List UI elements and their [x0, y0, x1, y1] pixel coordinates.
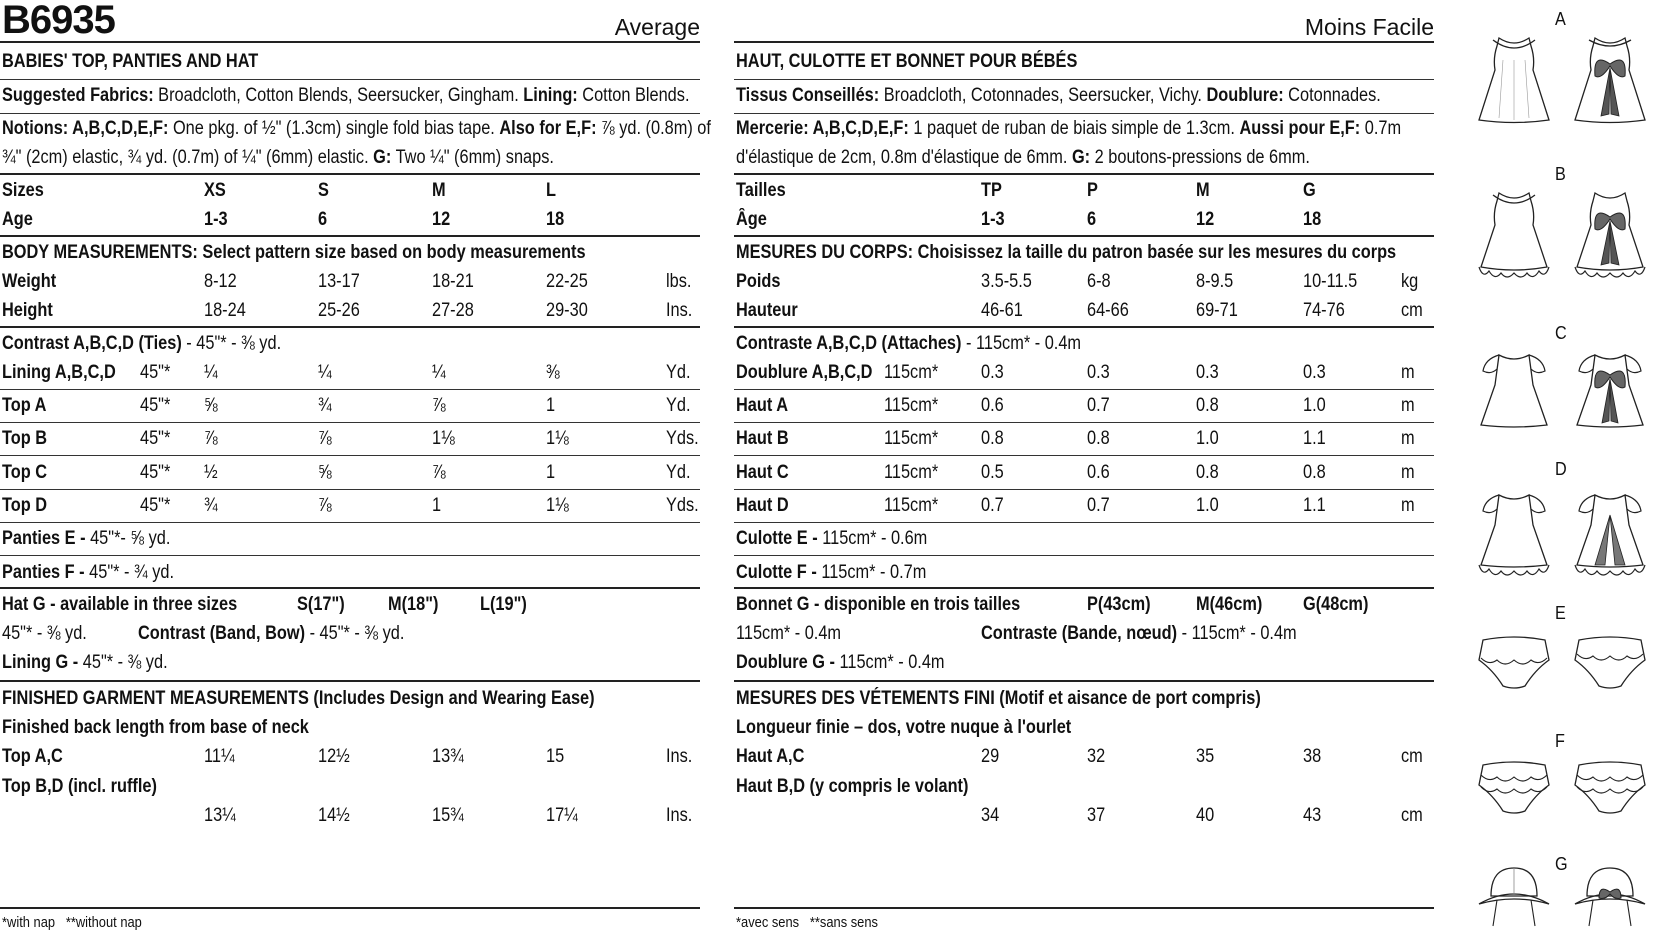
top-bd-cell: 17¼ — [546, 805, 578, 826]
hat-size-2: M(46cm) — [1196, 594, 1263, 615]
panties-f-value: 45"* - ¾ yd. — [89, 562, 174, 583]
difficulty-label-fr: Moins Facile — [1304, 14, 1434, 40]
yardage-label: Top A — [2, 395, 47, 416]
yardage-cell: 1⅛ — [546, 428, 569, 449]
fabrics-text: Broadcloth, Cotton Blends, Seersucker, Gingham. — [158, 85, 519, 106]
divider — [0, 587, 700, 589]
yardage-width: 115cm* — [884, 428, 939, 449]
height-col-4: 29-30 — [546, 300, 588, 321]
view-label-f: F — [1555, 731, 1565, 751]
also-label: Also for E,F: — [499, 118, 597, 139]
contrast-row-fr — [736, 332, 1081, 356]
panties-f-label: Panties F - — [2, 562, 85, 583]
view-d-front-drawing — [1469, 485, 1559, 580]
yardage-cell: ⅞ — [204, 428, 218, 449]
divider — [0, 41, 700, 43]
hat-contrast-row — [138, 622, 404, 646]
view-f-back-drawing — [1565, 755, 1655, 820]
yardage-width: 115cm* — [884, 495, 939, 516]
yardage-unit: Yd. — [666, 395, 691, 416]
finished-heading-bold-fr: MESURES DES VÉTEMENTS FINI — [736, 688, 995, 709]
weight-col-4: 10-11.5 — [1303, 271, 1358, 292]
size-col-4: L — [546, 180, 556, 201]
height-col-2: 25-26 — [318, 300, 360, 321]
also-text: ⅞ yd. (0.8m) of — [601, 118, 711, 139]
fabrics-line-fr — [736, 84, 1381, 108]
yardage-width: 115cm* — [884, 362, 939, 383]
weight-col-2: 6-8 — [1087, 271, 1111, 292]
yardage-cell: 1.1 — [1303, 428, 1326, 449]
yardage-cell: 1 — [432, 495, 442, 516]
view-c-front-drawing — [1469, 345, 1559, 430]
size-col-3: M — [432, 180, 446, 201]
hat-lining-value: 45"* - ⅜ yd. — [82, 652, 168, 673]
hat-lining-label-fr: Doublure G - — [736, 652, 835, 673]
divider — [734, 422, 1434, 423]
height-col-1: 46-61 — [981, 300, 1023, 321]
back-length-label: Finished back length from base of neck — [2, 717, 309, 738]
divider — [0, 389, 700, 390]
yardage-cell: 0.6 — [981, 395, 1004, 416]
top-ac-cell: 13¾ — [432, 746, 464, 767]
lining-label: Lining: — [523, 85, 578, 106]
yardage-cell: 0.8 — [1196, 395, 1219, 416]
divider — [734, 235, 1434, 237]
hat-contrast-label-fr: Contraste (Bande, nœud) — [981, 623, 1178, 644]
contrast-row — [2, 332, 281, 356]
notions-label-fr: Mercerie: A,B,C,D,E,F: — [736, 118, 909, 139]
g-label: G: — [373, 147, 392, 168]
footnote: *with nap **without nap — [2, 914, 142, 931]
top-bd-cell: 15¾ — [432, 805, 464, 826]
age-label-fr: Âge — [736, 209, 767, 230]
view-g-front-drawing — [1469, 860, 1559, 932]
sizes-label: Sizes — [2, 180, 44, 201]
height-col-3: 69-71 — [1196, 300, 1238, 321]
g-label-fr: G: — [1071, 147, 1091, 168]
size-col-1: TP — [981, 180, 1002, 201]
notions-label: Notions: A,B,C,D,E,F: — [2, 118, 169, 139]
divider — [734, 587, 1434, 589]
top-ac-cell: 15 — [546, 746, 565, 767]
yardage-unit: m — [1401, 495, 1415, 516]
weight-col-3: 18-21 — [432, 271, 474, 292]
top-bd-cell: 34 — [981, 805, 1000, 826]
age-col-4: 18 — [546, 209, 565, 230]
yardage-label: Doublure A,B,C,D — [736, 362, 873, 383]
height-label: Height — [2, 300, 53, 321]
top-ac-label-fr: Haut A,C — [736, 746, 805, 767]
divider — [0, 489, 700, 490]
top-bd-cell: 37 — [1087, 805, 1106, 826]
age-col-3: 12 — [432, 209, 451, 230]
divider — [734, 173, 1434, 175]
weight-col-1: 3.5-5.5 — [981, 271, 1032, 292]
hat-lining-value-fr: 115cm* - 0.4m — [839, 652, 945, 673]
body-measurements-heading: BODY MEASUREMENTS: Select pattern size based on body measurements — [2, 242, 586, 263]
finished-heading-bold: FINISHED GARMENT MEASUREMENTS — [2, 688, 309, 709]
divider — [734, 113, 1434, 114]
body-measurements-heading-fr: MESURES DU CORPS: Choisissez la taille du patron basée sur les mesures du corps — [736, 242, 1397, 263]
view-label-g: G — [1555, 854, 1568, 874]
notions-line-2-fr — [736, 146, 1310, 170]
yardage-cell: 0.3 — [1196, 362, 1219, 383]
yardage-cell: 0.3 — [981, 362, 1004, 383]
view-e-front-drawing — [1469, 630, 1559, 695]
yardage-unit: m — [1401, 462, 1415, 483]
finished-heading-fr — [736, 687, 1261, 711]
age-col-1: 1-3 — [981, 209, 1005, 230]
yardage-cell: 1 — [546, 395, 556, 416]
contrast-label: Contrast A,B,C,D (Ties) — [2, 333, 182, 354]
yardage-label: Top C — [2, 462, 48, 483]
size-col-2: P — [1087, 180, 1098, 201]
yardage-cell: ⅞ — [318, 428, 332, 449]
height-col-3: 27-28 — [432, 300, 474, 321]
yardage-cell: 0.8 — [1196, 462, 1219, 483]
yardage-cell: ⅜ — [546, 362, 560, 383]
yardage-cell: 1.0 — [1196, 495, 1219, 516]
divider — [734, 389, 1434, 390]
yardage-label: Haut D — [736, 495, 789, 516]
hat-label-fr: Bonnet G - disponible en trois tailles — [736, 594, 1021, 615]
view-a-front-drawing — [1469, 30, 1559, 125]
contrast-label-fr: Contraste A,B,C,D (Attaches) — [736, 333, 962, 354]
contrast-value: - 45"* - ⅜ yd. — [186, 333, 282, 354]
divider — [734, 41, 1434, 43]
yardage-cell: ⅞ — [318, 495, 332, 516]
fabrics-text-fr: Broadcloth, Cotonnades, Seersucker, Vichy. — [883, 85, 1202, 106]
view-b-front-drawing — [1469, 185, 1559, 285]
top-ac-cell: 29 — [981, 746, 1000, 767]
yardage-cell: ¼ — [204, 362, 218, 383]
hat-contrast-label: Contrast (Band, Bow) — [138, 623, 306, 644]
lining-text: Cotton Blends. — [582, 85, 690, 106]
hat-fabric-fr: 115cm* - 0.4m — [736, 623, 842, 644]
lining-label-fr: Doublure: — [1206, 85, 1284, 106]
view-d-back-drawing — [1565, 485, 1655, 580]
hat-label: Hat G - available in three sizes — [2, 594, 238, 615]
yardage-unit: Yds. — [666, 428, 699, 449]
hat-size-1: S(17") — [297, 594, 345, 615]
divider — [0, 455, 700, 456]
panties-e-label-fr: Culotte E - — [736, 528, 818, 549]
yardage-cell: ¼ — [432, 362, 446, 383]
yardage-label: Haut B — [736, 428, 789, 449]
divider — [734, 907, 1434, 909]
weight-unit: lbs. — [666, 271, 692, 292]
yardage-unit: Yd. — [666, 462, 691, 483]
fabrics-label: Suggested Fabrics: — [2, 85, 154, 106]
top-ac-label: Top A,C — [2, 746, 63, 767]
section-title: BABIES' TOP, PANTIES AND HAT — [2, 51, 259, 72]
yardage-cell: ⅞ — [432, 462, 446, 483]
view-b-back-drawing — [1565, 185, 1655, 285]
divider — [0, 326, 700, 328]
view-illustrations — [1455, 0, 1665, 936]
yardage-width: 45"* — [140, 495, 171, 516]
divider — [734, 326, 1434, 328]
size-col-2: S — [318, 180, 329, 201]
panties-f-row-fr — [736, 561, 926, 585]
panties-e-row-fr — [736, 527, 927, 551]
top-bd-cell: 43 — [1303, 805, 1322, 826]
sizes-label-fr: Tailles — [736, 180, 786, 201]
fabrics-line — [2, 84, 689, 108]
divider — [0, 79, 700, 80]
view-label-c: C — [1555, 323, 1567, 343]
lining-text-fr: Cotonnades. — [1288, 85, 1381, 106]
divider — [734, 555, 1434, 556]
top-ac-unit-fr: cm — [1401, 746, 1423, 767]
yardage-width: 115cm* — [884, 395, 939, 416]
hat-lining-row-fr — [736, 651, 945, 675]
view-g-back-drawing — [1565, 860, 1655, 932]
weight-unit-fr: kg — [1401, 271, 1419, 292]
hat-fabric: 45"* - ⅜ yd. — [2, 623, 87, 644]
difficulty-label: Average — [614, 14, 700, 40]
hat-lining-row — [2, 651, 168, 675]
yardage-unit: m — [1401, 428, 1415, 449]
yardage-cell: 0.8 — [981, 428, 1004, 449]
yardage-cell: ¼ — [318, 362, 332, 383]
divider — [734, 455, 1434, 456]
yardage-width: 115cm* — [884, 462, 939, 483]
view-c-back-drawing — [1565, 345, 1655, 430]
hat-size-3: L(19") — [480, 594, 527, 615]
divider — [0, 235, 700, 237]
yardage-cell: 1.0 — [1196, 428, 1219, 449]
yardage-cell: 1.1 — [1303, 495, 1326, 516]
divider — [0, 907, 700, 909]
also-text-fr: 0.7m — [1364, 118, 1402, 139]
weight-col-3: 8-9.5 — [1196, 271, 1234, 292]
view-e-back-drawing — [1565, 630, 1655, 695]
panties-f-label-fr: Culotte F - — [736, 562, 817, 583]
hat-size-3: G(48cm) — [1303, 594, 1369, 615]
yardage-cell: 0.8 — [1303, 462, 1326, 483]
yardage-label: Top B — [2, 428, 48, 449]
snaps-text-fr: 2 boutons-pressions de 6mm. — [1094, 147, 1310, 168]
snaps-text: Two ¼" (6mm) snaps. — [395, 147, 554, 168]
back-length-label-fr: Longueur finie – dos, votre nuque à l'ourlet — [736, 717, 1072, 738]
age-col-2: 6 — [318, 209, 328, 230]
weight-col-2: 13-17 — [318, 271, 360, 292]
fabrics-label-fr: Tissus Conseillés: — [736, 85, 880, 106]
height-unit: Ins. — [666, 300, 693, 321]
weight-label: Weight — [2, 271, 57, 292]
yardage-label: Top D — [2, 495, 48, 516]
age-col-4: 18 — [1303, 209, 1322, 230]
yardage-cell: ⅝ — [318, 462, 332, 483]
contrast-value-fr: - 115cm* - 0.4m — [966, 333, 1082, 354]
top-ac-cell: 11¼ — [204, 746, 235, 767]
top-bd-cell: 40 — [1196, 805, 1215, 826]
age-label: Age — [2, 209, 33, 230]
height-col-2: 64-66 — [1087, 300, 1129, 321]
height-col-1: 18-24 — [204, 300, 246, 321]
yardage-cell: 0.3 — [1087, 362, 1110, 383]
top-ac-cell: 38 — [1303, 746, 1322, 767]
finished-heading-note-fr: (Motif et aisance de port compris) — [999, 688, 1261, 709]
hat-size-1: P(43cm) — [1087, 594, 1151, 615]
hat-contrast-value: - 45"* - ⅜ yd. — [309, 623, 405, 644]
height-col-4: 74-76 — [1303, 300, 1345, 321]
top-ac-cell: 12½ — [318, 746, 350, 767]
hat-lining-label: Lining G - — [2, 652, 79, 673]
divider — [0, 680, 700, 682]
divider — [734, 79, 1434, 80]
height-label-fr: Hauteur — [736, 300, 798, 321]
view-a-back-drawing — [1565, 30, 1655, 125]
view-label-a: A — [1555, 9, 1566, 29]
yardage-cell: ¾ — [318, 395, 332, 416]
yardage-unit: m — [1401, 395, 1415, 416]
divider — [0, 522, 700, 523]
hat-contrast-value-fr: - 115cm* - 0.4m — [1181, 623, 1297, 644]
panties-e-label: Panties E - — [2, 528, 86, 549]
yardage-cell: ¾ — [204, 495, 218, 516]
panties-f-value-fr: 115cm* - 0.7m — [821, 562, 927, 583]
also-label-fr: Aussi pour E,F: — [1239, 118, 1361, 139]
divider — [734, 680, 1434, 682]
divider — [734, 522, 1434, 523]
yardage-label: Lining A,B,C,D — [2, 362, 116, 383]
view-f-front-drawing — [1469, 755, 1559, 820]
weight-label-fr: Poids — [736, 271, 781, 292]
yardage-unit: Yds. — [666, 495, 699, 516]
top-ac-cell: 35 — [1196, 746, 1215, 767]
yardage-width: 45"* — [140, 395, 171, 416]
yardage-cell: 0.7 — [1087, 495, 1110, 516]
panties-f-row — [2, 561, 174, 585]
yardage-cell: 1.0 — [1303, 395, 1326, 416]
top-bd-unit-fr: cm — [1401, 805, 1423, 826]
divider — [0, 422, 700, 423]
section-title-fr: HAUT, CULOTTE ET BONNET POUR BÉBÉS — [736, 51, 1078, 72]
yardage-cell: ½ — [204, 462, 218, 483]
yardage-unit: Yd. — [666, 362, 691, 383]
divider — [0, 555, 700, 556]
yardage-width: 45"* — [140, 362, 171, 383]
footnote-fr: *avec sens **sans sens — [736, 914, 878, 931]
notions-line-2 — [2, 146, 554, 170]
top-bd-label-fr: Haut B,D (y compris le volant) — [736, 776, 969, 797]
notions-text-fr: 1 paquet de ruban de biais simple de 1.3cm. — [913, 118, 1235, 139]
yardage-unit: m — [1401, 362, 1415, 383]
notions-line-1 — [2, 117, 711, 141]
notions-text-2: ¾" (2cm) elastic, ¾ yd. (0.7m) of ¼" (6mm) elastic. — [2, 147, 369, 168]
size-col-1: XS — [204, 180, 226, 201]
yardage-width: 45"* — [140, 462, 171, 483]
top-bd-label: Top B,D (incl. ruffle) — [2, 776, 157, 797]
divider — [0, 113, 700, 114]
pattern-number: B6935 — [2, 0, 115, 42]
view-label-b: B — [1555, 164, 1566, 184]
panties-e-row — [2, 527, 170, 551]
top-bd-unit: Ins. — [666, 805, 693, 826]
panties-e-value-fr: 115cm* - 0.6m — [822, 528, 928, 549]
yardage-cell: 1 — [546, 462, 556, 483]
panties-e-value: 45"*- ⅝ yd. — [90, 528, 171, 549]
hat-contrast-row-fr — [981, 622, 1297, 646]
notions-line-1-fr — [736, 117, 1401, 141]
size-col-3: M — [1196, 180, 1210, 201]
yardage-cell: 0.7 — [981, 495, 1004, 516]
yardage-cell: 0.7 — [1087, 395, 1110, 416]
yardage-width: 45"* — [140, 428, 171, 449]
yardage-cell: 1⅛ — [546, 495, 569, 516]
yardage-cell: ⅞ — [432, 395, 446, 416]
divider — [0, 173, 700, 175]
top-bd-cell: 14½ — [318, 805, 350, 826]
divider — [734, 489, 1434, 490]
top-ac-unit: Ins. — [666, 746, 693, 767]
yardage-cell: 0.6 — [1087, 462, 1110, 483]
yardage-label: Haut C — [736, 462, 789, 483]
view-label-e: E — [1555, 603, 1566, 623]
notions-text-2-fr: d'élastique de 2cm, 0.8m d'élastique de 6mm. — [736, 147, 1068, 168]
size-col-4: G — [1303, 180, 1316, 201]
age-col-1: 1-3 — [204, 209, 228, 230]
weight-col-1: 8-12 — [204, 271, 237, 292]
yardage-cell: 1⅛ — [432, 428, 455, 449]
yardage-cell: 0.3 — [1303, 362, 1326, 383]
yardage-cell: 0.5 — [981, 462, 1004, 483]
weight-col-4: 22-25 — [546, 271, 588, 292]
yardage-cell: 0.8 — [1087, 428, 1110, 449]
notions-text: One pkg. of ½" (1.3cm) single fold bias tape. — [172, 118, 495, 139]
age-col-3: 12 — [1196, 209, 1215, 230]
yardage-cell: ⅝ — [204, 395, 218, 416]
finished-heading — [2, 687, 595, 711]
top-bd-cell: 13¼ — [204, 805, 236, 826]
finished-heading-note: (Includes Design and Wearing Ease) — [313, 688, 595, 709]
yardage-label: Haut A — [736, 395, 789, 416]
top-ac-cell: 32 — [1087, 746, 1106, 767]
age-col-2: 6 — [1087, 209, 1097, 230]
view-label-d: D — [1555, 459, 1567, 479]
height-unit-fr: cm — [1401, 300, 1423, 321]
hat-size-2: M(18") — [388, 594, 439, 615]
